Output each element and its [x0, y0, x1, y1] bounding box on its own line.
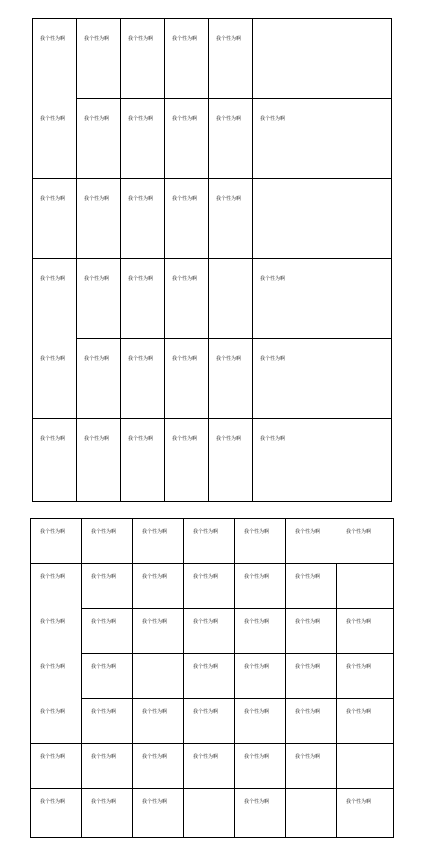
table-2-column-divider [81, 518, 82, 838]
table-1-row-divider [76, 338, 392, 339]
table-2-cell: 我个性为啊 [244, 709, 270, 715]
table-2-cell: 我个性为啊 [244, 664, 270, 670]
table-2-cell: 我个性为啊 [244, 619, 270, 625]
table-2-cell: 我个性为啊 [40, 574, 66, 580]
table-1-row-divider [76, 98, 392, 99]
table-1-cell: 我个性为啊 [84, 436, 110, 442]
table-2-row-divider [30, 788, 394, 789]
table-2-column-divider [285, 518, 286, 838]
table-2-cell: 我个性为啊 [40, 664, 66, 670]
table-1-cell: 我个性为啊 [128, 36, 154, 42]
table-2-cell: 我个性为啊 [142, 619, 168, 625]
table-2-row-divider [30, 743, 394, 744]
table-1-cell: 我个性为啊 [260, 276, 286, 282]
table-1-column-divider [252, 18, 253, 502]
table-2-cell: 我个性为啊 [142, 754, 168, 760]
table-1-cell: 我个性为啊 [84, 276, 110, 282]
table-2-cell: 我个性为啊 [346, 709, 372, 715]
table-1-cell: 我个性为啊 [260, 436, 286, 442]
table-2-cell: 我个性为啊 [40, 709, 66, 715]
table-2-cell: 我个性为啊 [193, 574, 219, 580]
table-2-cell: 我个性为啊 [346, 619, 372, 625]
table-1 [32, 18, 392, 502]
table-1-cell: 我个性为啊 [84, 116, 110, 122]
table-1-cell: 我个性为啊 [40, 36, 66, 42]
table-2-cell: 我个性为啊 [193, 529, 219, 535]
table-2-row-divider [81, 698, 394, 699]
table-2-cell: 我个性为啊 [244, 574, 270, 580]
table-2-cell: 我个性为啊 [346, 664, 372, 670]
table-2-cell: 我个性为啊 [295, 574, 321, 580]
table-2-column-divider [336, 563, 337, 838]
table-1-cell: 我个性为啊 [172, 276, 198, 282]
table-2-cell: 我个性为啊 [142, 529, 168, 535]
table-1-cell: 我个性为啊 [40, 436, 66, 442]
table-2-row-divider [81, 608, 394, 609]
table-2-cell: 我个性为啊 [244, 799, 270, 805]
table-2-row-divider [81, 653, 394, 654]
table-1-cell: 我个性为啊 [40, 276, 66, 282]
table-2-cell: 我个性为啊 [91, 799, 117, 805]
table-1-cell: 我个性为啊 [216, 196, 242, 202]
table-2-cell: 我个性为啊 [91, 529, 117, 535]
table-1-cell: 我个性为啊 [84, 196, 110, 202]
table-1-cell: 我个性为啊 [84, 36, 110, 42]
table-1-cell: 我个性为啊 [216, 356, 242, 362]
table-2-cell: 我个性为啊 [346, 529, 372, 535]
table-1-cell: 我个性为啊 [172, 116, 198, 122]
table-1-row-divider [32, 258, 392, 259]
table-2-cell: 我个性为啊 [295, 754, 321, 760]
table-1-cell: 我个性为啊 [128, 276, 154, 282]
table-2-cell: 我个性为啊 [244, 529, 270, 535]
table-1-cell: 我个性为啊 [172, 36, 198, 42]
table-1-cell: 我个性为啊 [40, 116, 66, 122]
table-2-cell: 我个性为啊 [40, 619, 66, 625]
table-2-cell: 我个性为啊 [295, 664, 321, 670]
table-1-row-divider [32, 178, 392, 179]
table-2-cell: 我个性为啊 [142, 799, 168, 805]
table-2-cell: 我个性为啊 [91, 664, 117, 670]
table-1-cell: 我个性为啊 [216, 436, 242, 442]
table-2-cell: 我个性为啊 [142, 574, 168, 580]
table-2-cell: 我个性为啊 [91, 574, 117, 580]
table-1-cell: 我个性为啊 [172, 196, 198, 202]
table-2-column-divider [234, 518, 235, 838]
table-2-cell: 我个性为啊 [142, 709, 168, 715]
table-1-cell: 我个性为啊 [40, 356, 66, 362]
table-2-cell: 我个性为啊 [295, 619, 321, 625]
table-2-cell: 我个性为啊 [91, 619, 117, 625]
table-1-column-divider [120, 18, 121, 502]
table-2-cell: 我个性为啊 [244, 754, 270, 760]
table-1-cell: 我个性为啊 [128, 436, 154, 442]
table-2-cell: 我个性为啊 [193, 664, 219, 670]
table-1-cell: 我个性为啊 [260, 356, 286, 362]
table-1-cell: 我个性为啊 [128, 196, 154, 202]
table-1-cell: 我个性为啊 [216, 36, 242, 42]
table-2-cell: 我个性为啊 [193, 619, 219, 625]
table-2-column-divider [183, 518, 184, 838]
table-1-cell: 我个性为啊 [128, 116, 154, 122]
table-1-cell: 我个性为啊 [128, 356, 154, 362]
table-1-column-divider [164, 18, 165, 502]
table-1-cell: 我个性为啊 [172, 356, 198, 362]
table-2-column-divider [132, 518, 133, 838]
table-1-cell: 我个性为啊 [172, 436, 198, 442]
table-2-row-divider [30, 563, 394, 564]
table-1-column-divider [76, 18, 77, 502]
table-1-cell: 我个性为啊 [216, 116, 242, 122]
table-2 [30, 518, 394, 838]
table-2-cell: 我个性为啊 [193, 709, 219, 715]
table-2-cell: 我个性为啊 [40, 529, 66, 535]
table-1-cell: 我个性为啊 [84, 356, 110, 362]
table-1-cell: 我个性为啊 [40, 196, 66, 202]
table-2-cell: 我个性为啊 [346, 799, 372, 805]
table-2-cell: 我个性为啊 [91, 709, 117, 715]
table-2-cell: 我个性为啊 [40, 754, 66, 760]
table-2-cell: 我个性为啊 [193, 754, 219, 760]
table-1-row-divider [32, 418, 392, 419]
table-2-cell: 我个性为啊 [40, 799, 66, 805]
table-2-cell: 我个性为啊 [295, 709, 321, 715]
table-2-cell: 我个性为啊 [295, 529, 321, 535]
table-2-cell: 我个性为啊 [91, 754, 117, 760]
table-1-column-divider [208, 18, 209, 502]
table-1-cell: 我个性为啊 [260, 116, 286, 122]
